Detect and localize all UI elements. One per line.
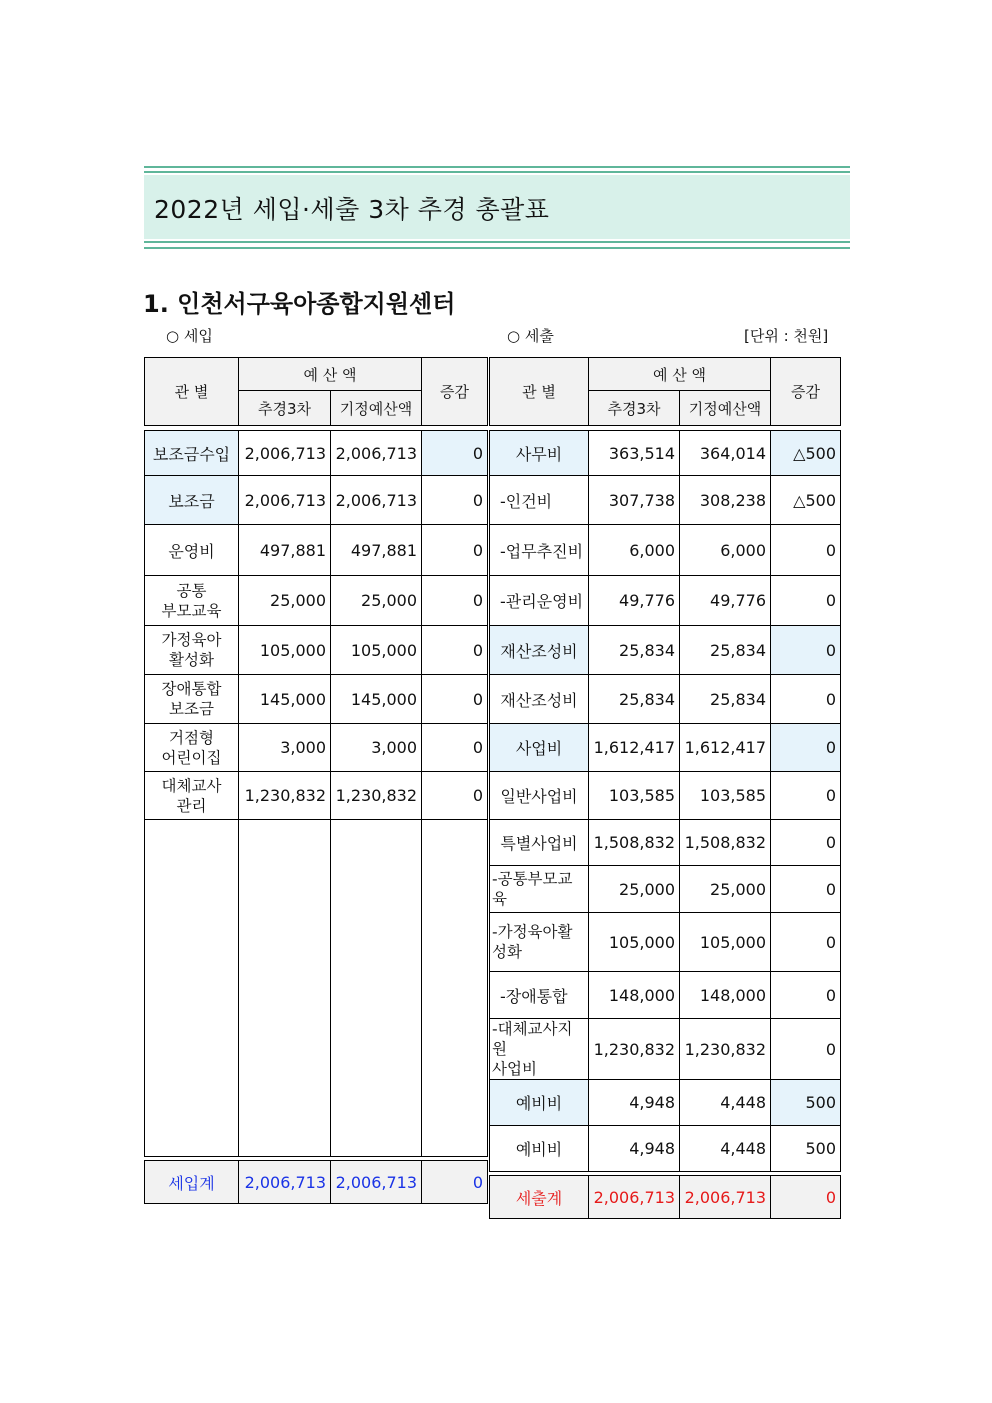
title-bottom-rule-2 (144, 247, 850, 249)
income-change: 0 (422, 626, 488, 675)
expense-table (489, 357, 841, 1219)
expense-change: 0 (771, 626, 841, 675)
expense-total-change: 0 (771, 1176, 841, 1219)
income-total-row (145, 1161, 488, 1204)
page-title: 2022년 세입·세출 3차 추경 총괄표 (154, 195, 550, 224)
income-empty-cell (422, 820, 488, 1157)
expense-category: -공통부모교 육 (490, 866, 589, 913)
expense-current: 1,612,417 (589, 724, 680, 772)
income-category: 거점형 어린이집 (145, 724, 239, 772)
income-change: 0 (422, 772, 488, 820)
expense-row (490, 866, 841, 913)
expense-previous: 4,448 (680, 1126, 771, 1172)
income-current: 3,000 (239, 724, 331, 772)
expense-row (490, 1019, 841, 1080)
expense-current: 4,948 (589, 1126, 680, 1172)
income-row (145, 525, 488, 576)
income-empty-row (145, 820, 488, 1157)
income-empty-cell (145, 820, 239, 1157)
expense-category: -인건비 (490, 476, 589, 525)
income-header-previous: 기정예산액 (331, 391, 422, 426)
income-previous: 3,000 (331, 724, 422, 772)
expense-change: 0 (771, 820, 841, 866)
expense-total-label: 세출계 (490, 1176, 589, 1219)
expense-current: 6,000 (589, 525, 680, 576)
expense-current: 4,948 (589, 1080, 680, 1126)
expense-category: 사업비 (490, 724, 589, 772)
expense-category: -가정육아활 성화 (490, 913, 589, 972)
income-change: 0 (422, 476, 488, 525)
expense-previous: 49,776 (680, 576, 771, 626)
unit-label: [단위 : 천원] (744, 327, 829, 345)
income-previous: 25,000 (331, 576, 422, 626)
expense-current: 49,776 (589, 576, 680, 626)
expense-current: 25,000 (589, 866, 680, 913)
expense-previous: 25,000 (680, 866, 771, 913)
income-current: 105,000 (239, 626, 331, 675)
title-band (144, 166, 850, 250)
income-previous: 145,000 (331, 675, 422, 724)
expense-category: -업무추진비 (490, 525, 589, 576)
income-total-change: 0 (422, 1161, 488, 1204)
expense-change: 0 (771, 866, 841, 913)
expense-row (490, 626, 841, 675)
expense-previous: 4,448 (680, 1080, 771, 1126)
income-row (145, 476, 488, 525)
expense-previous: 103,585 (680, 772, 771, 820)
expense-label: ○ 세출 (507, 327, 554, 345)
title-top-rule-2 (144, 171, 850, 173)
income-row (145, 675, 488, 724)
income-row (145, 626, 488, 675)
expense-row (490, 972, 841, 1019)
expense-row (490, 772, 841, 820)
income-current: 25,000 (239, 576, 331, 626)
income-row (145, 431, 488, 476)
expense-row (490, 675, 841, 724)
income-header-category: 관 별 (145, 358, 239, 426)
income-total-current: 2,006,713 (239, 1161, 331, 1204)
expense-change: 500 (771, 1080, 841, 1126)
expense-previous: 308,238 (680, 476, 771, 525)
expense-change: △500 (771, 431, 841, 476)
expense-header-category: 관 별 (490, 358, 589, 426)
expense-category: -장애통합 (490, 972, 589, 1019)
income-previous: 497,881 (331, 525, 422, 576)
income-current: 1,230,832 (239, 772, 331, 820)
income-change: 0 (422, 431, 488, 476)
expense-category: 예비비 (490, 1126, 589, 1172)
expense-header-change: 증감 (771, 358, 841, 426)
expense-previous: 364,014 (680, 431, 771, 476)
title-bottom-rule (144, 241, 850, 243)
expense-row (490, 724, 841, 772)
expense-change: 0 (771, 1019, 841, 1080)
expense-previous: 148,000 (680, 972, 771, 1019)
section-title: 1. 인천서구육아종합지원센터 (143, 290, 456, 318)
expense-row (490, 820, 841, 866)
expense-previous: 1,612,417 (680, 724, 771, 772)
expense-change: △500 (771, 476, 841, 525)
expense-category: 재산조성비 (490, 626, 589, 675)
expense-previous: 25,834 (680, 675, 771, 724)
income-change: 0 (422, 675, 488, 724)
expense-category: 일반사업비 (490, 772, 589, 820)
income-category: 보조금 (145, 476, 239, 525)
income-label: ○ 세입 (166, 327, 213, 345)
expense-current: 105,000 (589, 913, 680, 972)
income-total-previous: 2,006,713 (331, 1161, 422, 1204)
income-category: 장애통합 보조금 (145, 675, 239, 724)
expense-header-previous: 기정예산액 (680, 391, 771, 426)
expense-category: -관리운영비 (490, 576, 589, 626)
income-category: 보조금수입 (145, 431, 239, 476)
expense-change: 0 (771, 772, 841, 820)
expense-change: 0 (771, 972, 841, 1019)
expense-header-budget: 예 산 액 (589, 358, 771, 391)
income-header-budget: 예 산 액 (239, 358, 422, 391)
income-header-change: 증감 (422, 358, 488, 426)
income-category: 대체교사 관리 (145, 772, 239, 820)
expense-row (490, 576, 841, 626)
income-total-label: 세입계 (145, 1161, 239, 1204)
expense-total-row (490, 1176, 841, 1219)
expense-row (490, 1126, 841, 1172)
income-current: 2,006,713 (239, 431, 331, 476)
income-empty-cell (331, 820, 422, 1157)
expense-row (490, 913, 841, 972)
income-category: 공통 부모교육 (145, 576, 239, 626)
income-category: 운영비 (145, 525, 239, 576)
expense-total-previous: 2,006,713 (680, 1176, 771, 1219)
income-change: 0 (422, 724, 488, 772)
expense-change: 500 (771, 1126, 841, 1172)
income-current: 2,006,713 (239, 476, 331, 525)
expense-change: 0 (771, 525, 841, 576)
expense-category: 사무비 (490, 431, 589, 476)
expense-current: 103,585 (589, 772, 680, 820)
income-table (144, 357, 488, 1204)
expense-row (490, 476, 841, 525)
expense-previous: 1,508,832 (680, 820, 771, 866)
expense-change: 0 (771, 913, 841, 972)
income-current: 497,881 (239, 525, 331, 576)
expense-current: 1,230,832 (589, 1019, 680, 1080)
expense-current: 363,514 (589, 431, 680, 476)
expense-current: 25,834 (589, 675, 680, 724)
income-previous: 105,000 (331, 626, 422, 675)
expense-current: 307,738 (589, 476, 680, 525)
expense-previous: 105,000 (680, 913, 771, 972)
income-previous: 2,006,713 (331, 431, 422, 476)
expense-change: 0 (771, 675, 841, 724)
expense-previous: 1,230,832 (680, 1019, 771, 1080)
expense-previous: 25,834 (680, 626, 771, 675)
income-header-current: 추경3차 (239, 391, 331, 426)
income-current: 145,000 (239, 675, 331, 724)
expense-current: 25,834 (589, 626, 680, 675)
income-change: 0 (422, 525, 488, 576)
expense-current: 148,000 (589, 972, 680, 1019)
expense-category: 재산조성비 (490, 675, 589, 724)
expense-category: -대체교사지원 사업비 (490, 1019, 589, 1080)
expense-change: 0 (771, 576, 841, 626)
expense-row (490, 1080, 841, 1126)
income-empty-cell (239, 820, 331, 1157)
expense-row (490, 525, 841, 576)
expense-category: 예비비 (490, 1080, 589, 1126)
income-row (145, 576, 488, 626)
expense-total-current: 2,006,713 (589, 1176, 680, 1219)
income-row (145, 772, 488, 820)
income-previous: 1,230,832 (331, 772, 422, 820)
income-category: 가정육아 활성화 (145, 626, 239, 675)
expense-previous: 6,000 (680, 525, 771, 576)
income-change: 0 (422, 576, 488, 626)
income-previous: 2,006,713 (331, 476, 422, 525)
income-row (145, 724, 488, 772)
expense-header-current: 추경3차 (589, 391, 680, 426)
expense-change: 0 (771, 724, 841, 772)
expense-current: 1,508,832 (589, 820, 680, 866)
expense-row (490, 431, 841, 476)
title-top-rule (144, 166, 850, 168)
expense-category: 특별사업비 (490, 820, 589, 866)
